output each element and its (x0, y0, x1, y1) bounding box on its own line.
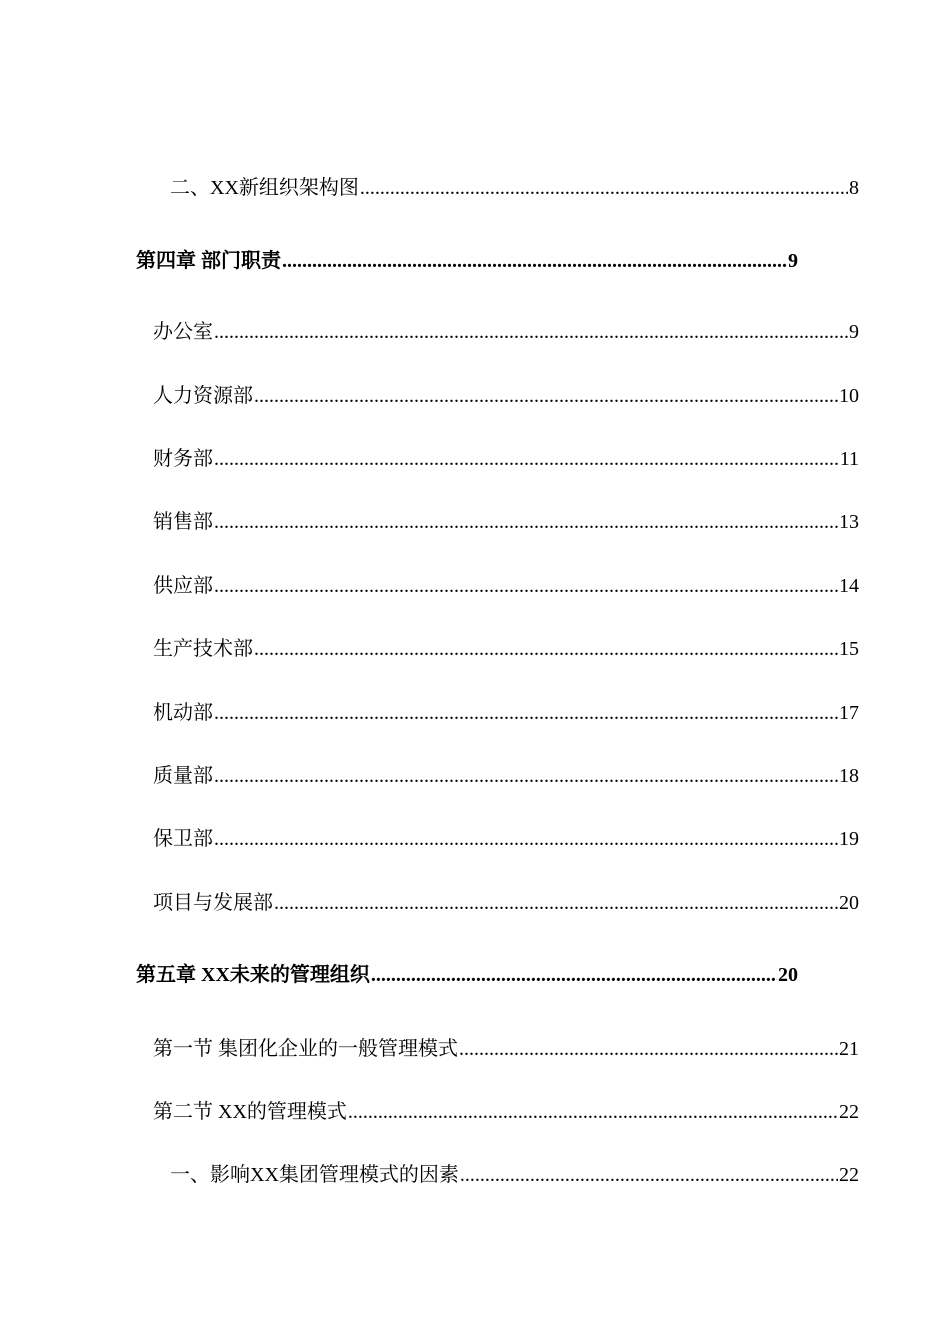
toc-entry-org-chart[interactable] (170, 178, 859, 198)
toc-entry-factors[interactable] (170, 1165, 859, 1185)
toc-entry-title: 质量部 (153, 765, 213, 787)
toc-entry-section-1[interactable] (153, 1039, 859, 1059)
toc-leader-dots (214, 449, 839, 469)
toc-entry-project-dev[interactable] (153, 893, 859, 913)
toc-entry-page: 9 (849, 321, 859, 343)
toc-leader-dots (214, 766, 838, 786)
toc-leader-dots (214, 576, 838, 596)
toc-entry-title: 二、XX新组织架构图 (170, 177, 359, 199)
toc-entry-page: 15 (839, 638, 859, 660)
toc-entry-page: 18 (839, 765, 859, 787)
toc-entry-supply[interactable] (153, 576, 859, 596)
toc-entry-quality[interactable] (153, 766, 859, 786)
toc-entry-title: 第四章 部门职责 (136, 250, 281, 272)
toc-entry-page: 14 (839, 575, 859, 597)
toc-entry-title: 第一节 集团化企业的一般管理模式 (153, 1038, 458, 1060)
toc-entry-sales[interactable] (153, 512, 859, 532)
toc-entry-title: 机动部 (153, 702, 213, 724)
toc-leader-dots (282, 251, 787, 271)
toc-entry-office[interactable] (153, 322, 859, 342)
toc-entry-title: 生产技术部 (153, 638, 253, 660)
toc-leader-dots (459, 1039, 838, 1059)
toc-entry-hr[interactable] (153, 386, 859, 406)
toc-leader-dots (214, 512, 838, 532)
toc-entry-finance[interactable] (153, 449, 859, 469)
toc-entry-section-2[interactable] (153, 1102, 859, 1122)
toc-entry-title: 项目与发展部 (153, 892, 273, 914)
toc-entry-page: 9 (788, 250, 798, 272)
toc-entry-title: 办公室 (153, 321, 213, 343)
toc-leader-dots (214, 829, 838, 849)
toc-entry-title: 一、影响XX集团管理模式的因素 (170, 1164, 459, 1186)
toc-entry-page: 21 (839, 1038, 859, 1060)
toc-leader-dots (371, 965, 777, 985)
toc-entry-page: 22 (839, 1164, 859, 1186)
toc-entry-page: 11 (839, 448, 859, 470)
toc-leader-dots (360, 178, 848, 198)
toc-entry-page: 8 (849, 177, 859, 199)
toc-entry-production-tech[interactable] (153, 639, 859, 659)
toc-entry-page: 17 (839, 702, 859, 724)
toc-entry-chapter-5[interactable] (136, 965, 798, 985)
toc-leader-dots (214, 322, 848, 342)
toc-entry-page: 20 (778, 964, 798, 986)
toc-entry-title: 第二节 XX的管理模式 (153, 1101, 347, 1123)
toc-leader-dots (274, 893, 838, 913)
toc-entry-title: 人力资源部 (153, 385, 253, 407)
toc-entry-page: 13 (839, 511, 859, 533)
toc-entry-title: 供应部 (153, 575, 213, 597)
toc-entry-page: 19 (839, 828, 859, 850)
toc-leader-dots (460, 1165, 838, 1185)
toc-leader-dots (254, 386, 838, 406)
toc-entry-chapter-4[interactable] (136, 251, 798, 271)
toc-entry-title: 财务部 (153, 448, 213, 470)
toc-leader-dots (348, 1102, 838, 1122)
toc-entry-title: 销售部 (153, 511, 213, 533)
toc-leader-dots (254, 639, 838, 659)
toc-entry-title: 第五章 XX未来的管理组织 (136, 964, 370, 986)
toc-leader-dots (214, 703, 838, 723)
toc-entry-page: 22 (839, 1101, 859, 1123)
toc-entry-title: 保卫部 (153, 828, 213, 850)
toc-entry-security[interactable] (153, 829, 859, 849)
toc-entry-page: 20 (839, 892, 859, 914)
toc-entry-mechanical[interactable] (153, 703, 859, 723)
toc-entry-page: 10 (839, 385, 859, 407)
